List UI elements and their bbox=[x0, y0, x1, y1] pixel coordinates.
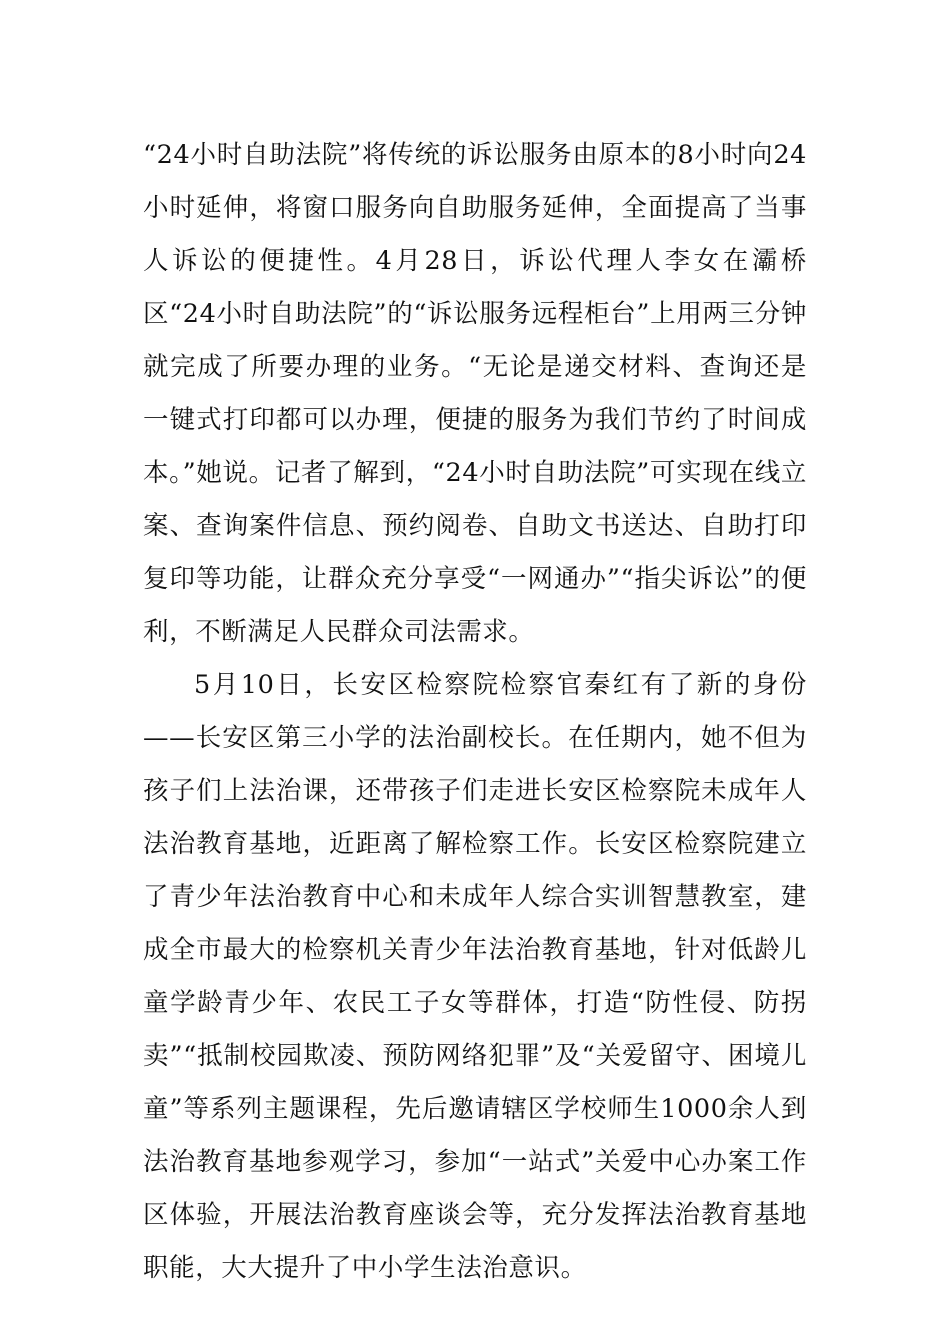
paragraph-1: “24小时自助法院”将传统的诉讼服务由原本的8小时向24小时延伸，将窗口服务向自助服务延伸，全面提高了当事人诉讼的便捷性。4月28日，诉讼代理人李女在灞桥区“24小时自助法院”的“诉讼服务远程柜台”上用两三分钟就完成了所要办理的业务。“无论是递交材料、查询还是一键式打印都可以办理，便捷的服务为我们节约了时间成本。”她说。记者了解到，“24小时自助法院”可实现在线立案、查询案件信息、预约阅卷、自助文书送达、自助打印复印等功能，让群众充分享受“一网通办”“指尖诉讼”的便利，不断满足人民群众司法需求。 bbox=[143, 140, 807, 647]
document-body bbox=[143, 129, 807, 1295]
paragraph-2: 5月10日，长安区检察院检察官秦红有了新的身份——长安区第三小学的法治副校长。在任期内，她不但为孩子们上法治课，还带孩子们走进长安区检察院未成年人法治教育基地，近距离了解检察工作。长安区检察院建立了青少年法治教育中心和未成年人综合实训智慧教室，建成全市最大的检察机关青少年法治教育基地，针对低龄儿童学龄青少年、农民工子女等群体，打造“防性侵、防拐卖”“抵制校园欺凌、预防网络犯罪”及“关爱留守、困境儿童”等系列主题课程，先后邀请辖区学校师生1000余人到法治教育基地参观学习，参加“一站式”关爱中心办案工作区体验，开展法治教育座谈会等，充分发挥法治教育基地职能，大大提升了中小学生法治意识。 bbox=[143, 670, 807, 1283]
